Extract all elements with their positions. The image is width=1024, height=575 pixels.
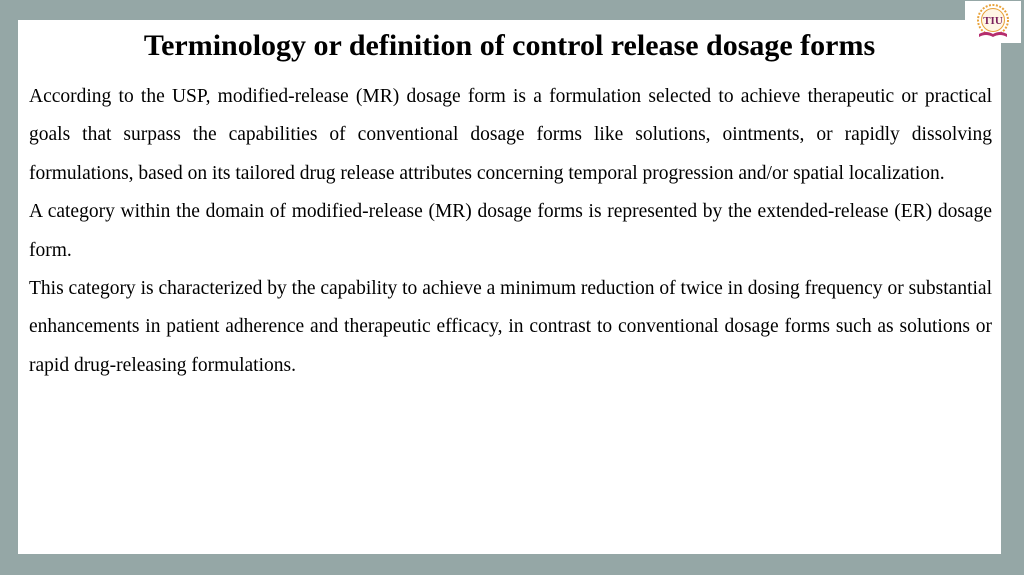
book-icon [979,32,1007,37]
paragraph-usp-definition: According to the USP, modified-release (MR) dosage form is a formulation selected to achieve therapeutic or practical goals that surpass the capabilities of conventional dosage forms like solutions, ointments, or rapidly dissolving formulations, based on its tailored drug release attributes concerning temporal progression and/or spatial localization. [29,86,992,184]
university-logo-icon [965,1,1021,43]
slide-body [29,78,992,385]
paragraph-extended-release: A category within the domain of modified-release (MR) dosage forms is represented by the extended-release (ER) dosage form. [29,201,992,261]
slide-title: Terminology or definition of control release dosage forms [143,29,876,62]
logo-graphic [965,1,1021,43]
paragraph-characteristics: This category is characterized by the capability to achieve a minimum reduction of twice in dosing frequency or substantial enhancements in patient adherence and therapeutic efficacy, in contrast to conventional dosage forms such as solutions or rapid drug-releasing formulations. [29,278,992,376]
slide-content [18,20,1001,554]
logo-text: TIU [983,15,1003,27]
